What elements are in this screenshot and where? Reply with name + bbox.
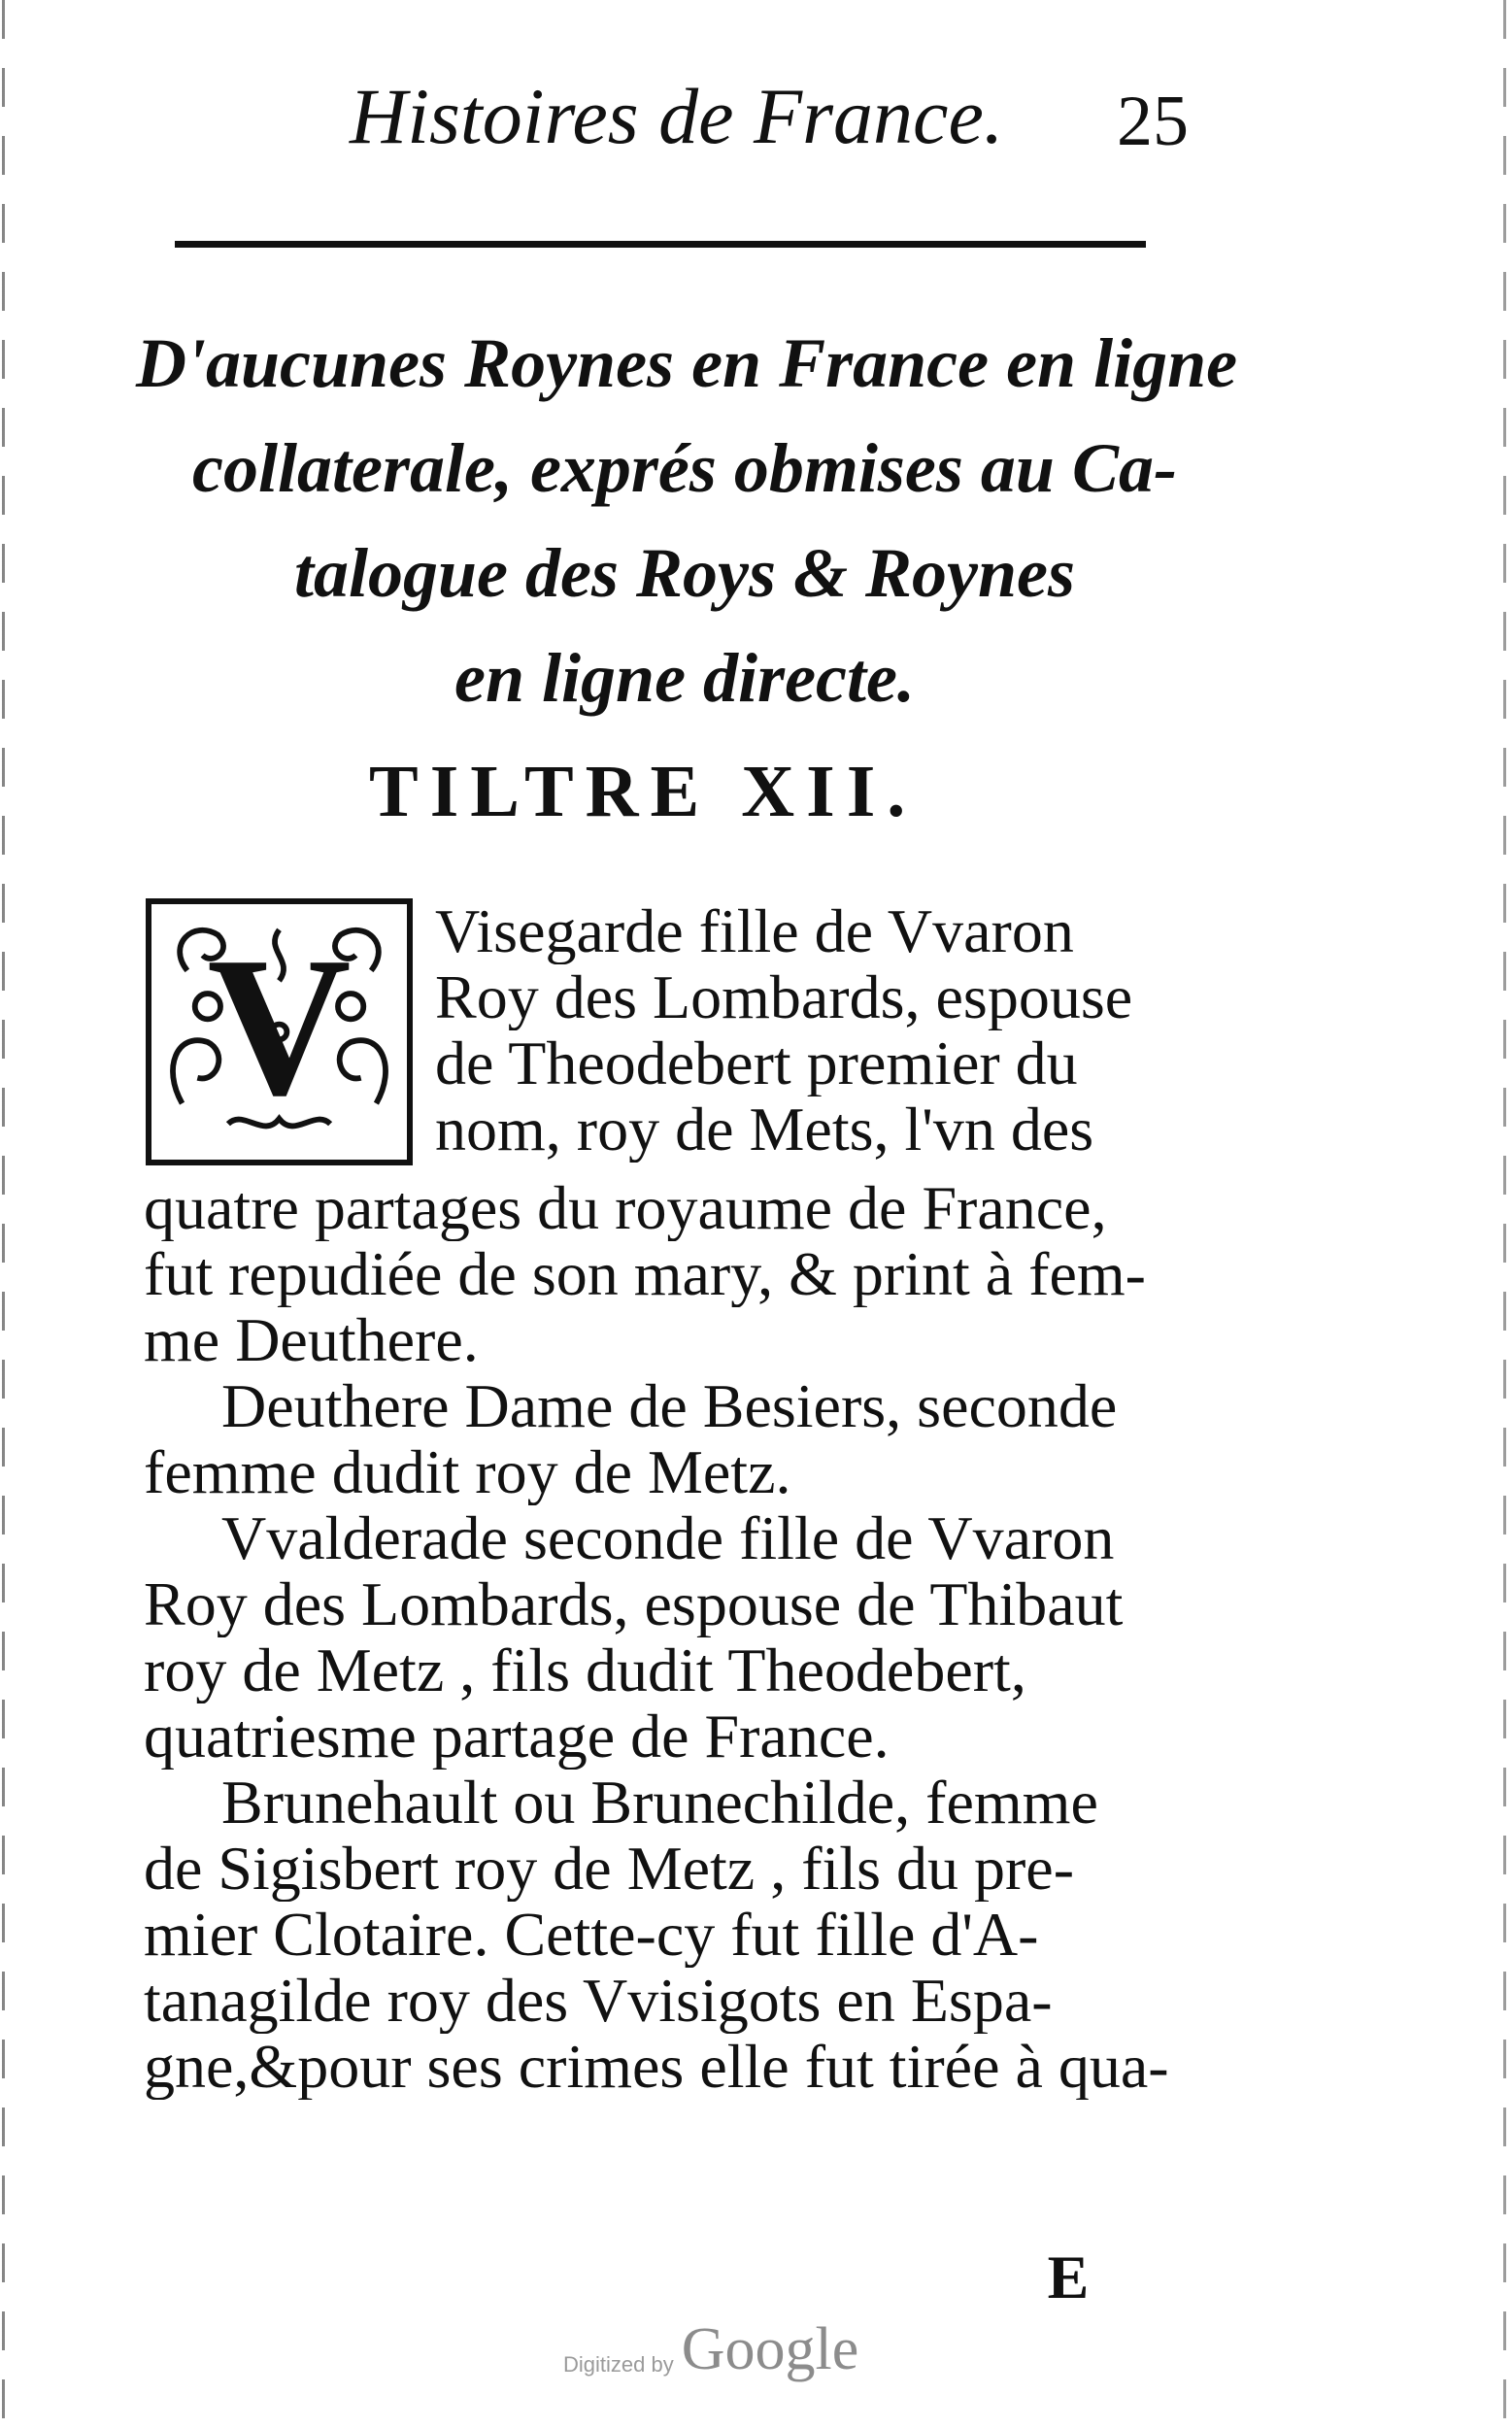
text-line: Roy des Lombards, espouse de Thibaut — [144, 1571, 1124, 1637]
page-number: 25 — [1117, 82, 1189, 161]
section-label: TILTRE XII. — [369, 751, 918, 832]
text-line: femme dudit roy de Metz. — [144, 1439, 791, 1505]
google-logo: Google — [681, 2316, 859, 2382]
title-line: collaterale, exprés obmises au Ca- — [192, 429, 1177, 507]
text-line: quatre partages du royaume de France, — [144, 1175, 1107, 1241]
signature-mark: E — [1047, 2243, 1090, 2311]
watermark-prefix: Digitized by — [563, 2352, 674, 2377]
text-line: de Theodebert premier du — [435, 1030, 1078, 1096]
running-title: Histoires de France. — [350, 72, 1004, 160]
title-line: talogue des Roys & Roynes — [294, 534, 1075, 612]
text-line: Roy des Lombards, espouse — [435, 964, 1133, 1030]
title-line: D'aucunes Roynes en France en ligne — [136, 324, 1238, 402]
page-edge-right — [1503, 0, 1506, 2428]
text-line: fut repudiée de son mary, & print à fem- — [144, 1241, 1146, 1307]
text-line: tanagilde roy des Vvisigots en Espa- — [144, 1968, 1053, 2034]
title-line: en ligne directe. — [454, 639, 915, 717]
text-line: Deuthere Dame de Besiers, seconde — [221, 1373, 1118, 1439]
text-line: Visegarde fille de Vvaron — [435, 898, 1074, 964]
header-rule — [175, 241, 1146, 248]
text-line: de Sigisbert roy de Metz , fils du pre- — [144, 1836, 1074, 1902]
initial-letter: V — [207, 916, 352, 1137]
text-line: me Deuthere. — [144, 1307, 479, 1373]
text-line: roy de Metz , fils dudit Theodebert, — [144, 1637, 1026, 1703]
text-line: Brunehault ou Brunechilde, femme — [221, 1770, 1098, 1836]
page-edge-left — [2, 0, 5, 2428]
text-line: Vvalderade seconde fille de Vvaron — [221, 1505, 1115, 1571]
body-text — [144, 1175, 1202, 2100]
text-line: nom, roy de Mets, l'vn des — [435, 1096, 1094, 1163]
text-line: gne,&pour ses crimes elle fut tirée à qua- — [144, 2034, 1169, 2100]
body-paragraph-wrapped — [144, 898, 1202, 1163]
digitized-watermark — [563, 2311, 952, 2382]
chapter-title — [117, 311, 1253, 730]
text-line: mier Clotaire. Cette-cy fut fille d'A- — [144, 1902, 1039, 1968]
text-line: quatriesme partage de France. — [144, 1703, 890, 1770]
